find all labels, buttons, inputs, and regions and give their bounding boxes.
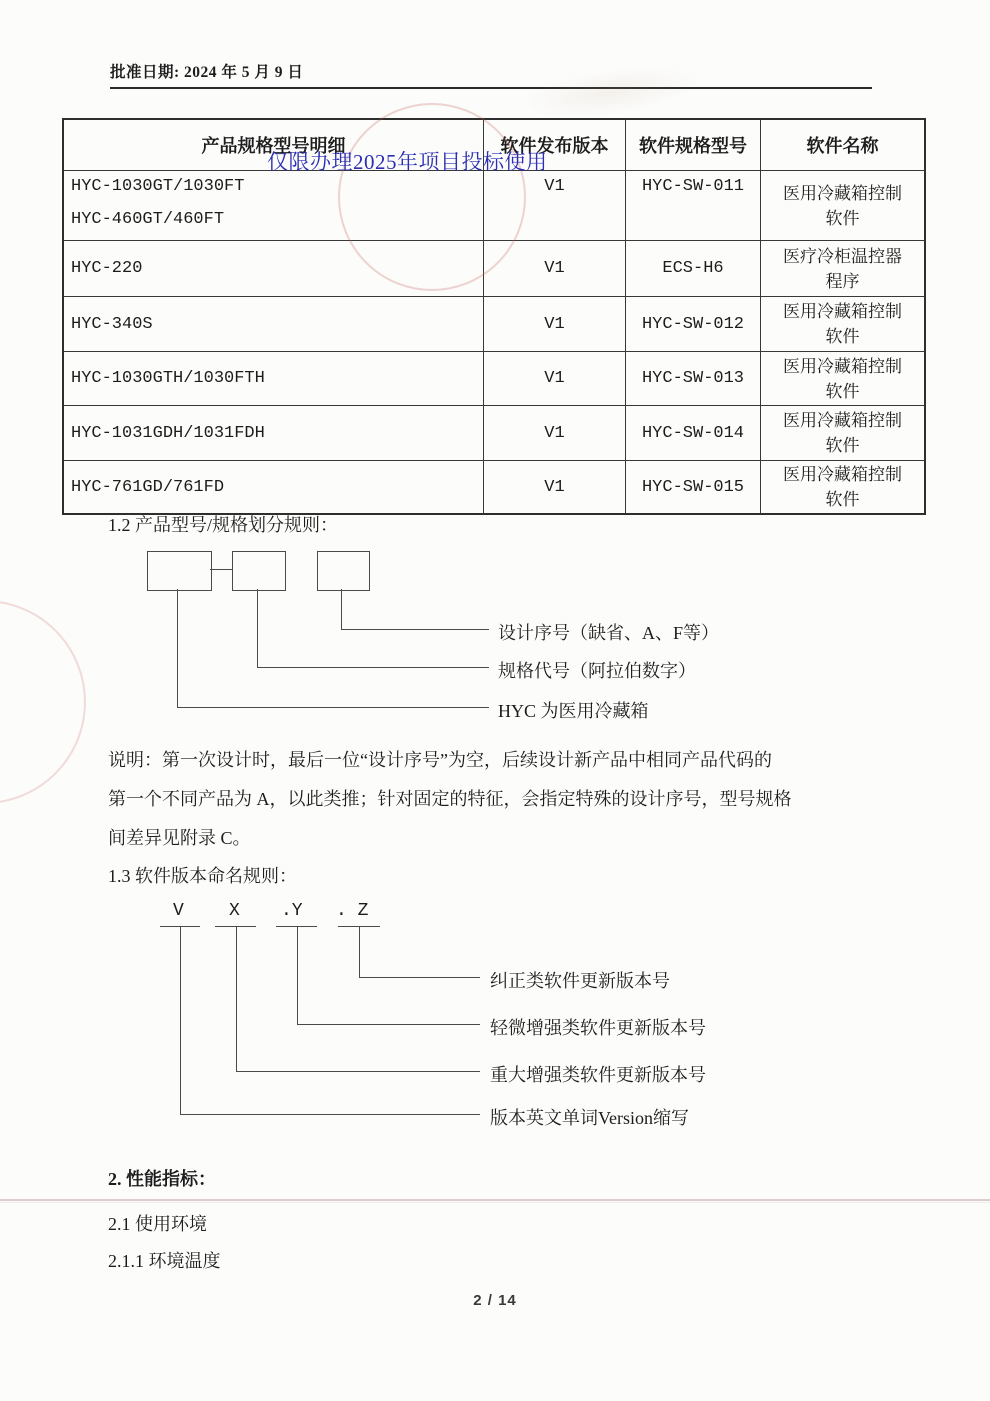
leader-line-vertical <box>297 927 298 1025</box>
col-header-product: 产品规格型号明细 <box>63 119 484 171</box>
col-header-sw-name: 软件名称 <box>761 119 926 171</box>
section-heading-2-1-1: 2.1.1 环境温度 <box>108 1251 221 1271</box>
leader-line-horizontal <box>180 1114 480 1115</box>
cell-sw-model: HYC-SW-012 <box>626 297 761 352</box>
sw-name-line: 软件 <box>825 436 860 455</box>
box-connector-line <box>210 569 232 570</box>
diagram-label-version-abbrev: 版本英文单词Version缩写 <box>490 1108 689 1128</box>
sw-name-line: 软件 <box>825 490 860 509</box>
product-model: HYC-340S <box>71 314 153 334</box>
leader-line-horizontal <box>257 667 489 668</box>
sw-name-line: 软件 <box>825 327 860 346</box>
product-model: HYC-1031GDH/1031FDH <box>71 423 265 443</box>
note-text-line: 说明：第一次设计时，最后一位“设计序号”为空，后续设计新产品中相同产品代码的 <box>108 750 772 770</box>
leader-line-vertical <box>257 589 258 668</box>
red-stamp-arc-left <box>0 600 86 804</box>
leader-line-horizontal <box>177 707 489 708</box>
version-token-x: X <box>229 901 240 921</box>
col-header-sw-model: 软件规格型号 <box>626 119 761 171</box>
note-text-line: 第一个不同产品为 A，以此类推；针对固定的特征，会指定特殊的设计序号，型号规格 <box>108 789 792 809</box>
version-token-y: .Y <box>281 901 303 921</box>
model-code-box-design <box>317 551 370 591</box>
cell-version: V1 <box>484 241 626 297</box>
cell-version: V1 <box>484 406 626 461</box>
sw-name-line: 软件 <box>825 208 860 228</box>
faint-separator-line <box>0 1199 990 1201</box>
col-header-release-version: 软件发布版本 <box>484 119 626 171</box>
scan-smudge <box>518 58 703 128</box>
cell-version: V1 <box>484 461 626 515</box>
product-model: HYC-460GT/460FT <box>71 210 225 229</box>
table-row <box>63 297 925 352</box>
version-token-z: . Z <box>336 901 369 921</box>
version-token-v: V <box>173 901 184 921</box>
sw-name-line: 医用冷藏箱控制 <box>783 302 902 321</box>
cell-version: V1 <box>484 352 626 406</box>
cell-product-models <box>63 461 484 515</box>
diagram-label-correction-version: 纠正类软件更新版本号 <box>490 971 670 991</box>
product-model: HYC-220 <box>71 259 143 278</box>
diagram-label-major-enhancement: 重大增强类软件更新版本号 <box>490 1065 706 1085</box>
sw-name-line: 医疗冷柜温控器 <box>783 246 902 266</box>
sw-name-line: 医用冷藏箱控制 <box>783 183 902 203</box>
cell-product-models <box>63 171 484 241</box>
restriction-watermark: 仅限办理2025年项目投标使用 <box>267 150 548 174</box>
table-row <box>63 461 925 515</box>
section-heading-2-1: 2.1 使用环境 <box>108 1214 207 1234</box>
cell-version: V1 <box>484 297 626 352</box>
sw-name-line: 医用冷藏箱控制 <box>783 356 902 376</box>
cell-sw-model: HYC-SW-013 <box>626 352 761 406</box>
leader-line-vertical <box>180 927 181 1115</box>
cell-sw-model: HYC-SW-015 <box>626 461 761 515</box>
model-code-box-spec <box>232 551 286 591</box>
diagram-label-design-serial: 设计序号（缺省、A、F等） <box>498 623 720 643</box>
cell-sw-model: HYC-SW-011 <box>626 171 761 241</box>
approval-date: 批准日期: 2024 年 5 月 9 日 <box>110 64 304 81</box>
section-heading-1-3: 1.3 软件版本命名规则： <box>108 866 297 886</box>
cell-sw-name <box>761 406 926 461</box>
product-model: HYC-761GD/761FD <box>71 477 225 497</box>
page-number: 2 / 14 <box>473 1292 517 1309</box>
table-row <box>63 352 925 406</box>
sw-name-line: 医用冷藏箱控制 <box>783 465 902 484</box>
table-row <box>63 171 925 241</box>
leader-line-horizontal <box>359 977 480 978</box>
diagram-label-minor-enhancement: 轻微增强类软件更新版本号 <box>490 1018 706 1038</box>
header-rule <box>110 87 872 89</box>
sw-name-line: 软件 <box>825 381 860 401</box>
cell-sw-name <box>761 171 926 241</box>
section-heading-2: 2. 性能指标： <box>108 1169 216 1189</box>
leader-line-horizontal <box>341 629 489 630</box>
cell-sw-name <box>761 352 926 406</box>
cell-product-models <box>63 297 484 352</box>
cell-sw-model: HYC-SW-014 <box>626 406 761 461</box>
cell-sw-name <box>761 297 926 352</box>
diagram-label-hyc: HYC 为医用冷藏箱 <box>498 701 649 721</box>
sw-name-line: 程序 <box>825 271 860 291</box>
model-code-box-prefix <box>147 551 212 591</box>
table-row <box>63 406 925 461</box>
leader-line-vertical <box>359 927 360 978</box>
cell-sw-name <box>761 241 926 297</box>
cell-sw-model: ECS-H6 <box>626 241 761 297</box>
table-row <box>63 241 925 297</box>
leader-line-vertical <box>177 589 178 708</box>
cell-product-models <box>63 241 484 297</box>
sw-name-line: 医用冷藏箱控制 <box>783 411 902 430</box>
note-text-line: 间差异见附录 C。 <box>108 828 251 848</box>
product-model: HYC-1030GT/1030FT <box>71 177 245 196</box>
diagram-label-spec-code: 规格代号（阿拉伯数字） <box>498 661 696 681</box>
leader-line-horizontal <box>236 1071 480 1072</box>
leader-line-vertical <box>341 589 342 630</box>
section-heading-1-2: 1.2 产品型号/规格划分规则： <box>108 515 338 535</box>
cell-sw-name <box>761 461 926 515</box>
cell-product-models <box>63 352 484 406</box>
leader-line-horizontal <box>297 1024 480 1025</box>
faint-separator-line-2 <box>0 1202 990 1203</box>
leader-line-vertical <box>236 927 237 1072</box>
product-model: HYC-1030GTH/1030FTH <box>71 369 265 388</box>
cell-product-models <box>63 406 484 461</box>
spec-table <box>62 118 926 515</box>
cell-version: V1 <box>484 171 626 241</box>
